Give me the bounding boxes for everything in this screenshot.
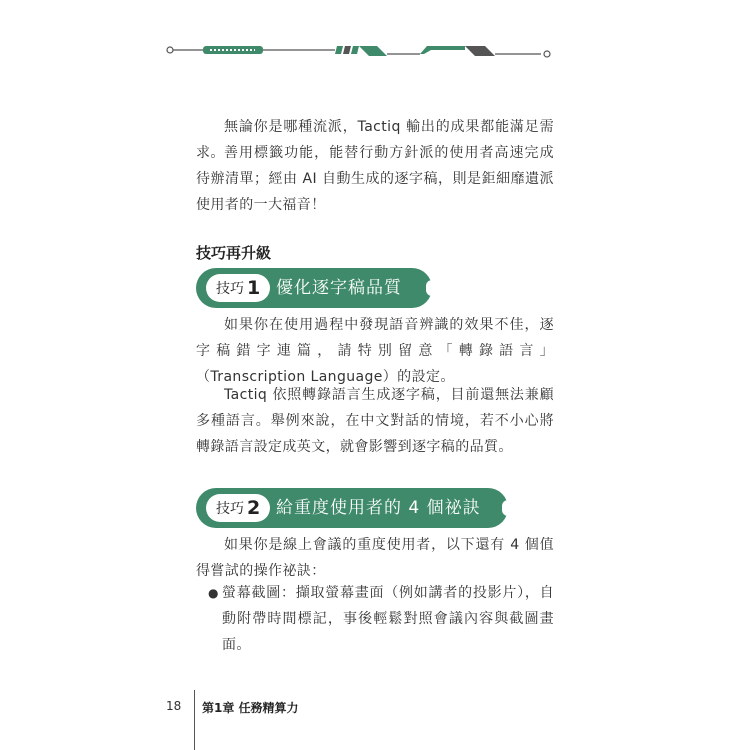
tip-2-badge <box>206 494 270 522</box>
chapter-title: 第1章 任務精算力 <box>202 701 299 715</box>
section-heading: 技巧再升級 <box>196 244 272 262</box>
bullet-dot-icon: ● <box>208 586 219 600</box>
banner-notch <box>502 500 514 516</box>
tip-2-label: 技巧 <box>216 501 244 517</box>
tip-1-paragraph-2: Tactiq 依照轉錄語言生成逐字稿，目前還無法兼顧多種語言。舉例來說，在中文對話的情境，若不小心將轉錄語言設定成英文，就會影響到逐字稿的品質。 <box>196 387 554 455</box>
intro-paragraph-2: 善用標籤功能，能替行動方針派的使用者高速完成待辦清單；經由 AI 自動生成的逐字稿，則是鉅細靡遺派使用者的一大福音！ <box>196 145 554 213</box>
footer-divider <box>194 690 195 750</box>
circuit-decoration <box>165 40 555 62</box>
tip-1-badge <box>206 274 270 302</box>
tip-2-title: 給重度使用者的 4 個祕訣 <box>276 498 481 518</box>
tip-2-paragraph-1: 如果你是線上會議的重度使用者，以下還有 4 個值得嘗試的操作祕訣： <box>196 537 554 579</box>
tip-1-banner <box>196 268 432 308</box>
tip-1-label: 技巧 <box>216 281 244 297</box>
tip-1-number: 1 <box>247 277 261 299</box>
tip-1-paragraph-1: 如果你在使用過程中發現語音辨識的效果不佳，逐字稿錯字連篇，請特別留意「轉錄語言」（Transcription Language）的設定。 <box>196 317 554 385</box>
intro-paragraph-1: 無論你是哪種流派，Tactiq 輸出的成果都能滿足需求。 <box>196 119 554 161</box>
page-number: 18 <box>166 699 182 713</box>
tip-2-banner <box>196 488 508 528</box>
banner-notch <box>426 280 438 296</box>
tip-2-number: 2 <box>247 497 261 519</box>
tip-1-title: 優化逐字稿品質 <box>276 278 402 298</box>
tip-2-bullet-1 <box>208 580 554 658</box>
bullet-text: 螢幕截圖：擷取螢幕畫面（例如講者的投影片），自動附帶時間標記，事後輕鬆對照會議內容與截圖畫面。 <box>222 585 554 653</box>
